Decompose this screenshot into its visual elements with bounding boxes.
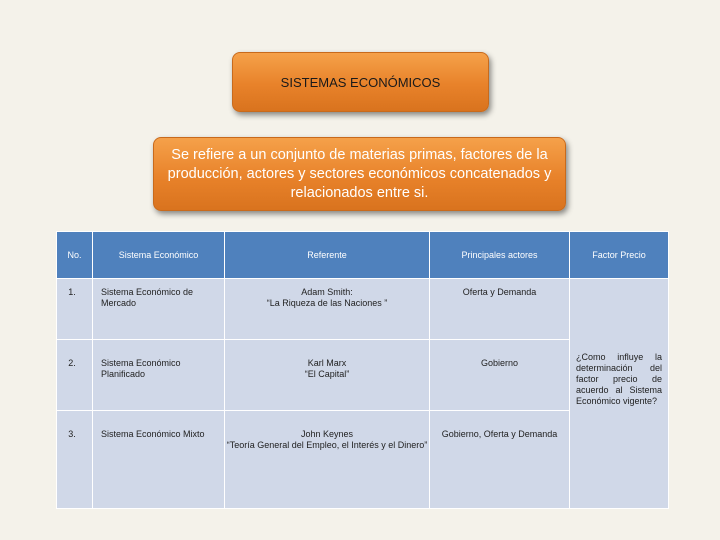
header-no: No. xyxy=(57,232,93,279)
referent xyxy=(225,340,430,411)
page-title: SISTEMAS ECONÓMICOS xyxy=(280,74,441,90)
referent-name: John Keynes xyxy=(300,429,354,439)
system-name: Sistema Económico Planificado xyxy=(93,340,225,411)
system-name: Sistema Económico de Mercado xyxy=(93,279,225,340)
main-actors: Oferta y Demanda xyxy=(430,279,570,340)
row-number: 3. xyxy=(57,411,93,509)
main-actors: Gobierno xyxy=(430,340,570,411)
economic-systems-table xyxy=(56,231,669,509)
header-referent: Referente xyxy=(225,232,430,279)
title-box xyxy=(232,52,489,112)
main-actors: Gobierno, Oferta y Demanda xyxy=(430,411,570,509)
referent xyxy=(225,279,430,340)
referent xyxy=(225,411,430,509)
row-number: 2. xyxy=(57,340,93,411)
referent-work: “El Capital” xyxy=(304,369,350,379)
row-number: 1. xyxy=(57,279,93,340)
referent-name: Adam Smith: xyxy=(301,287,353,297)
header-system: Sistema Económico xyxy=(93,232,225,279)
referent-name: Karl Marx xyxy=(307,358,347,368)
referent-work: “Teoría General del Empleo, el Interés y el Dinero” xyxy=(226,440,428,450)
definition-text: Se refiere a un conjunto de materias primas, factores de la producción, actores y sectores económicos concatenados y relacionados entre si. xyxy=(167,146,552,201)
table-header-row xyxy=(57,232,669,279)
header-actors: Principales actores xyxy=(430,232,570,279)
definition-box xyxy=(153,137,566,211)
system-name: Sistema Económico Mixto xyxy=(93,411,225,509)
referent-work: “La Riqueza de las Naciones ” xyxy=(266,298,388,308)
price-factor-question: ¿Como influye la determinación del factor precio de acuerdo al Sistema Económico vigente? xyxy=(570,279,669,509)
table-row xyxy=(57,279,669,340)
header-price-factor: Factor Precio xyxy=(570,232,669,279)
